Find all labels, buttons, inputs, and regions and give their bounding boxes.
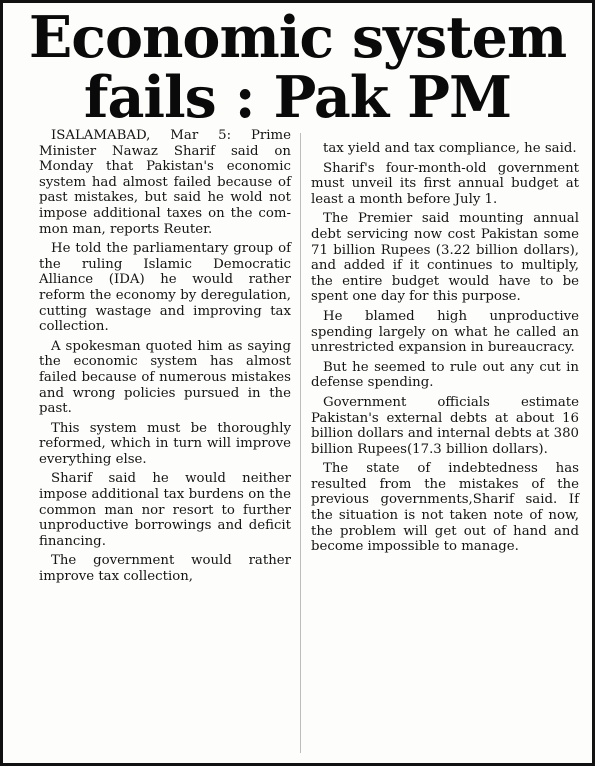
column-divider (300, 133, 301, 753)
paragraph: The Premier said mounting annual debt servicing now cost Pakistan some 71 billion Rupees (3.22 billion dollars), and added if it continues to multiply, the entire budget would have to be spent one day for this purpose. (311, 211, 579, 305)
headline-line-1: Economic system (28, 4, 567, 71)
paragraph: ISALAMABAD, Mar 5: Prime Minister Nawaz Sharif said on Monday that Pakistan's economic system had almost failed because of past mistakes, but said he wold not impose additional taxes on the common man, reports Reuter. (39, 128, 291, 237)
paragraph: Sharif's four-month-old government must unveil its first annual budget at least a month before July 1. (311, 160, 579, 207)
paragraph: Sharif said he would neither impose additional tax burdens on the common man nor resort to further unproductive borrowings and deficit financing. (39, 471, 291, 549)
paragraph: This system must be thoroughly reformed, which in turn will improve everything else. (39, 420, 291, 467)
paragraph: But he seemed to rule out any cut in defense spending. (311, 359, 579, 391)
article-column-right (311, 141, 579, 559)
headline-line-2: fails : Pak PM (83, 64, 512, 131)
paragraph: Government officials estimate Pakistan's external debts at about 16 billion dollars and internal debts at 380 billion Rupees(17.3 billion dollars). (311, 394, 579, 457)
paragraph: He told the parliamentary group of the ruling Islamic Democratic Alliance (IDA) he would rather reform the economy by deregulation, cutting wastage and improving tax collection. (39, 241, 291, 335)
paragraph: The state of indebtedness has resulted from the mistakes of the previous governments,Sharif said. If the situation is not taken note of now, the problem will get out of hand and become impossible to manage. (311, 461, 579, 555)
paragraph: The government would rather improve tax collection, (39, 553, 291, 585)
paragraph: tax yield and tax compliance, he said. (323, 141, 577, 156)
article-column-left (39, 128, 291, 589)
paragraph: He blamed high unproductive spending largely on what he called an unrestricted expansion in bureaucracy. (311, 308, 579, 356)
paragraph: A spokesman quoted him as saying the economic system has almost failed because of numerous mistakes and wrong policies pursued in the past. (39, 338, 291, 417)
